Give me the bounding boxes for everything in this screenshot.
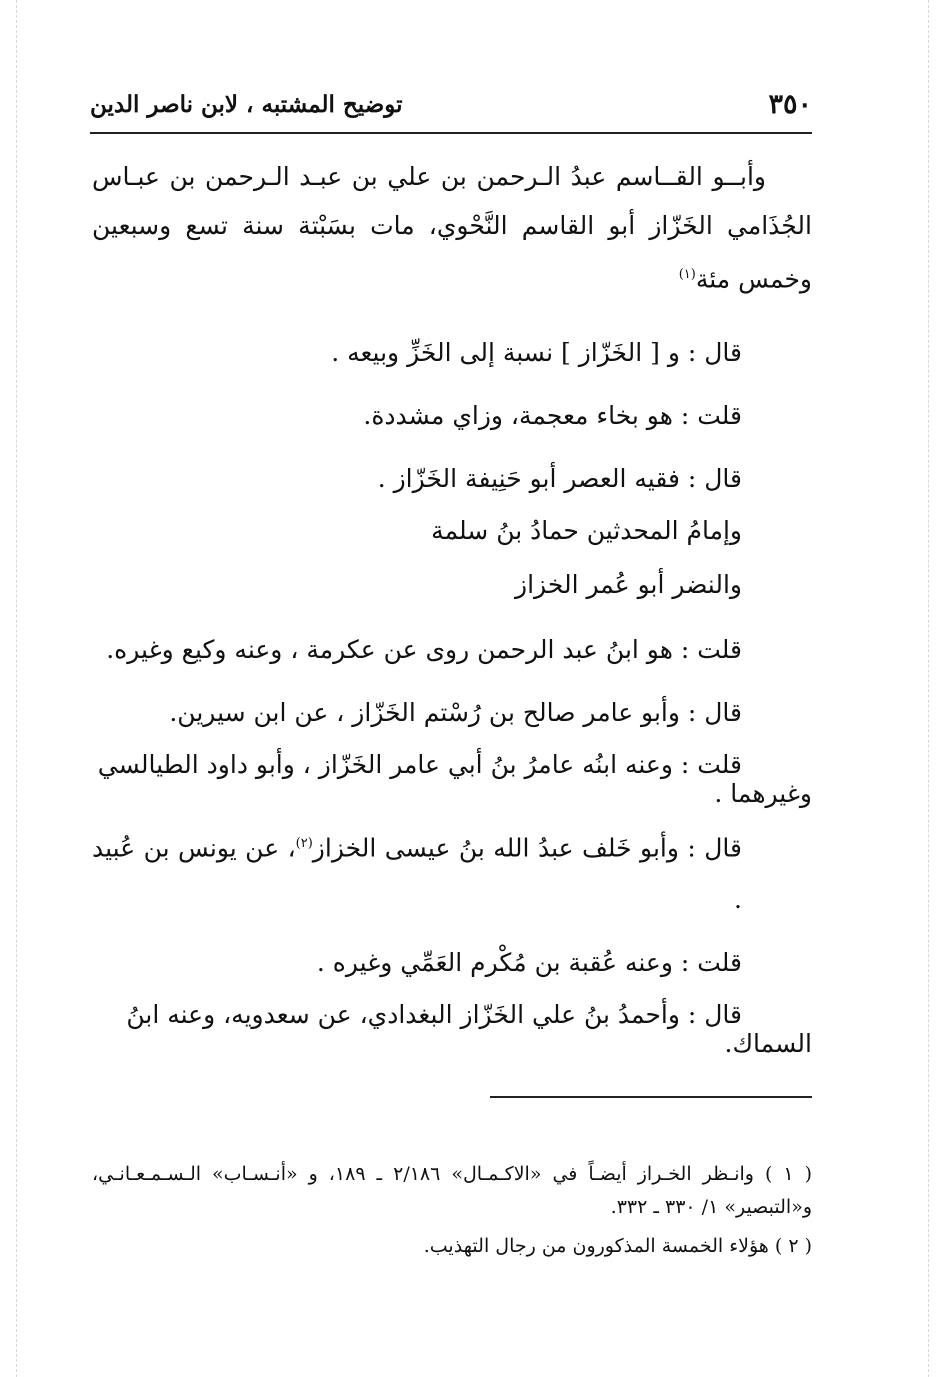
- paragraph-qala-2: قال : فقيه العصر أبو حَنِيفة الخَزّاز .: [377, 464, 742, 494]
- page-header: [90, 88, 812, 128]
- paragraph-line: قلت : وعنه ابنُه عامرُ بنُ أبي عامر الخَزّاز ، وأبو داود الطيالسي: [97, 750, 742, 780]
- page-number: ٣٥٠: [768, 89, 812, 120]
- entry-text: وأبــو القــاسم عبدُ الـرحمن بن علي بن عبـد الـرحمن بن عبـاس الجُذَامي الخَزّاز أبو القاسم النَّحْوي، مات بسَبْتة سنة تسع وسبعين وخمس مئة: [92, 162, 812, 294]
- paragraph-qala-4: [92, 818, 742, 924]
- footnote-text: هؤلاء الخمسة المذكورون من رجال التهذيب.: [423, 1235, 769, 1257]
- footnote-2: [92, 1230, 812, 1263]
- running-title: توضيح المشتبه ، لابن ناصر الدين: [90, 91, 403, 118]
- paragraph-continuation: السماك.: [724, 1028, 812, 1058]
- paragraph-qultu-3: [92, 750, 812, 808]
- footnote-ref-2: (٢): [295, 836, 313, 852]
- scan-margin-dots: [16, 0, 17, 1377]
- paragraph-line: قال : وأحمدُ بنُ علي الخَزّاز البغدادي، عن سعدويه، وعنه ابنُ: [126, 999, 742, 1029]
- footnote-text: وانـظر الخـراز أيضـاً في «الاكـمـال» ٢/١٨٦ ـ ١٨٩، و «أنـسـاب» الـسـمـعـانـي، و«التبصير» ١/ ٣٣٠ ـ ٣٣٢.: [92, 1163, 812, 1218]
- paragraph-qultu-4: قلت : وعنه عُقبة بن مُكْرم العَمِّي وغيره .: [316, 947, 742, 977]
- paragraph-text: ، عن يونس بن عُبيد .: [92, 833, 742, 914]
- paragraph-continuation: وغيرهما .: [714, 779, 812, 809]
- footnotes: [92, 1158, 812, 1269]
- paragraph-qala-5: [92, 1000, 812, 1058]
- paragraph-qala-3: قال : وأبو عامر صالح بن رُسْتم الخَزّاز ، عن ابن سيرين.: [169, 698, 742, 728]
- qala-qultu-block: [92, 327, 812, 1057]
- footnote-ref-1: (١): [678, 267, 696, 282]
- scan-margin-dots: [928, 0, 929, 1377]
- paragraph-qultu-2: قلت : هو ابنُ عبد الرحمن روى عن عكرمة ، وعنه وكيع وغيره.: [106, 635, 742, 665]
- paragraph-text: قال : وأبو خَلف عبدُ الله بنُ عيسى الخزاز: [312, 833, 742, 863]
- paragraph-qultu-1: قلت : هو بخاء معجمة، وزاي مشددة.: [363, 401, 742, 431]
- footnote-rule: [490, 1096, 812, 1098]
- paragraph-qala-1: قال : و [ الخَزّاز ] نسبة إلى الخَزِّ وبيعه .: [331, 338, 742, 368]
- header-rule: [90, 132, 812, 134]
- footnote-1: [92, 1158, 812, 1224]
- footnote-number: ( ٢ ): [774, 1235, 812, 1257]
- footnote-number: ( ١ ): [764, 1163, 813, 1185]
- main-text: [92, 152, 812, 1068]
- verse-line-1: وإمامُ المحدثين حمادُ بنُ سلمة: [431, 516, 742, 546]
- entry-paragraph: [92, 152, 812, 303]
- verse-line-2: والنضر أبو عُمر الخزاز: [515, 570, 742, 600]
